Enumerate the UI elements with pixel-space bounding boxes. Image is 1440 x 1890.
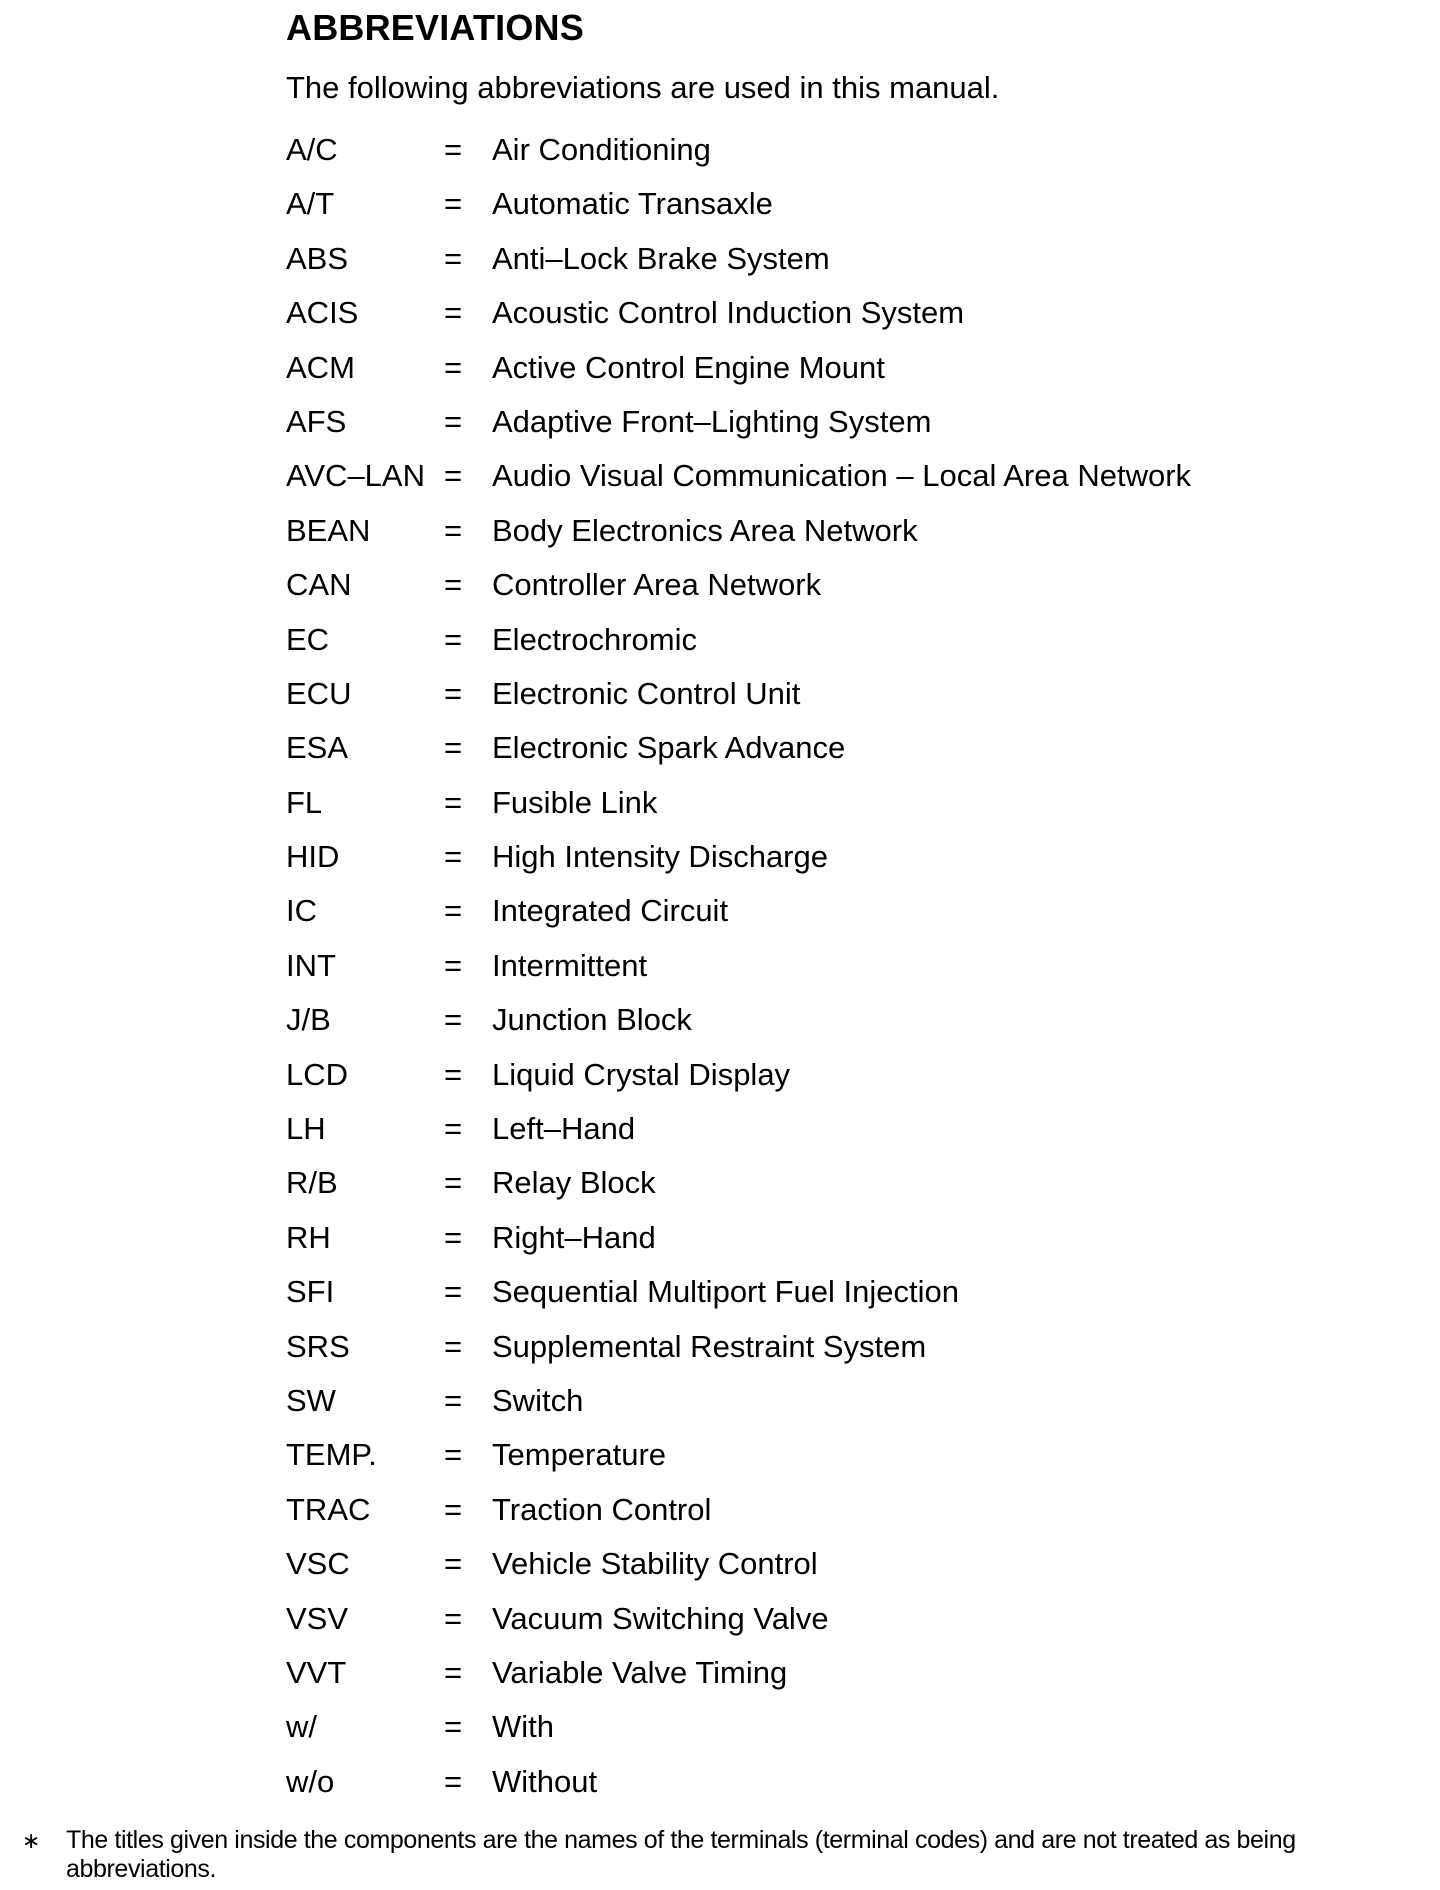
abbreviation-meaning: Sequential Multiport Fuel Injection — [492, 1274, 959, 1310]
abbreviation-meaning: Fusible Link — [492, 784, 658, 820]
equals-sign: = — [443, 1654, 463, 1690]
abbreviation-code: FL — [286, 784, 323, 820]
equals-sign: = — [443, 1056, 463, 1092]
abbreviation-meaning: Temperature — [492, 1437, 667, 1473]
abbreviation-code: A/C — [286, 132, 338, 167]
equals-sign: = — [443, 349, 463, 385]
abbreviation-meaning: Acoustic Control Induction System — [492, 295, 965, 331]
abbreviation-code: CAN — [286, 567, 352, 603]
abbreviation-code: LH — [286, 1111, 326, 1147]
asterisk-icon: ∗ — [22, 1828, 41, 1853]
abbreviation-code: AFS — [286, 403, 347, 439]
equals-sign: = — [443, 512, 463, 548]
abbreviation-code: INT — [286, 947, 336, 983]
abbreviation-meaning: Variable Valve Timing — [492, 1654, 788, 1690]
abbreviation-meaning: Without — [492, 1763, 598, 1799]
footnote-text: The titles given inside the components are the names of the terminals (terminal codes) and are not treated as being abbreviations. — [66, 1826, 1296, 1883]
abbreviation-meaning: Audio Visual Communication – Local Area Network — [492, 458, 1192, 494]
abbreviation-meaning: Automatic Transaxle — [492, 186, 773, 222]
abbreviation-meaning: Liquid Crystal Display — [492, 1056, 791, 1092]
abbreviation-code: R/B — [286, 1165, 338, 1201]
abbreviation-code: w/ — [286, 1709, 317, 1745]
equals-sign: = — [443, 784, 463, 820]
equals-sign: = — [443, 186, 463, 222]
abbreviation-meaning: Junction Block — [492, 1002, 692, 1038]
abbreviation-meaning: Vacuum Switching Valve — [492, 1600, 829, 1636]
equals-sign: = — [443, 1328, 463, 1364]
abbreviation-meaning: With — [492, 1709, 554, 1745]
abbreviation-code: VVT — [286, 1654, 347, 1690]
abbreviation-code: ECU — [286, 675, 352, 711]
abbreviation-meaning: Active Control Engine Mount — [492, 349, 885, 385]
abbreviation-meaning: Integrated Circuit — [492, 893, 729, 929]
abbreviation-code: A/T — [286, 186, 335, 222]
equals-sign: = — [443, 675, 463, 711]
abbreviation-code: ESA — [286, 730, 349, 766]
abbreviation-meaning: Right–Hand — [492, 1219, 656, 1255]
abbreviation-meaning: Electrochromic — [492, 621, 697, 657]
abbreviation-meaning: Electronic Spark Advance — [492, 730, 846, 766]
abbreviation-meaning: Supplemental Restraint System — [492, 1328, 927, 1364]
abbreviation-meaning: Adaptive Front–Lighting System — [492, 403, 932, 439]
abbreviation-code: TRAC — [286, 1491, 371, 1527]
equals-sign: = — [443, 947, 463, 983]
abbreviation-meaning: Traction Control — [492, 1491, 712, 1527]
abbreviation-meaning: Air Conditioning — [492, 132, 711, 167]
equals-sign: = — [443, 1219, 463, 1255]
equals-sign: = — [443, 1274, 463, 1310]
abbreviation-meaning: Left–Hand — [492, 1111, 636, 1147]
abbreviation-code: ACIS — [286, 295, 359, 331]
abbreviation-code: ACM — [286, 349, 355, 385]
equals-sign: = — [443, 1437, 463, 1473]
abbreviation-code: VSC — [286, 1546, 350, 1582]
abbreviation-meaning: Controller Area Network — [492, 567, 822, 603]
abbreviation-code: BEAN — [286, 512, 371, 548]
abbreviation-code: SRS — [286, 1328, 350, 1364]
equals-sign: = — [443, 1165, 463, 1201]
equals-sign: = — [443, 1002, 463, 1038]
abbreviation-meaning: Relay Block — [492, 1165, 656, 1201]
abbreviation-code: RH — [286, 1219, 331, 1255]
equals-sign: = — [443, 132, 463, 167]
page-title: ABBREVIATIONS — [286, 7, 584, 48]
equals-sign: = — [443, 1111, 463, 1147]
intro-text: The following abbreviations are used in this manual. — [286, 70, 1000, 105]
equals-sign: = — [443, 1546, 463, 1582]
abbreviation-code: SW — [286, 1382, 336, 1418]
equals-sign: = — [443, 1382, 463, 1418]
abbreviation-code: EC — [286, 621, 330, 657]
abbreviation-code: ABS — [286, 240, 349, 276]
abbreviation-meaning: Switch — [492, 1382, 584, 1418]
abbreviation-code: TEMP. — [286, 1437, 377, 1473]
abbreviation-meaning: Anti–Lock Brake System — [492, 240, 830, 276]
abbreviation-code: AVC–LAN — [286, 458, 425, 494]
abbreviation-code: w/o — [286, 1763, 335, 1799]
equals-sign: = — [443, 295, 463, 331]
abbreviation-meaning: Intermittent — [492, 947, 648, 983]
abbreviation-meaning: High Intensity Discharge — [492, 839, 828, 875]
abbreviation-code: LCD — [286, 1056, 349, 1092]
equals-sign: = — [443, 1709, 463, 1745]
abbreviation-code: HID — [286, 839, 340, 875]
abbreviation-code: VSV — [286, 1600, 349, 1636]
abbreviation-meaning: Body Electronics Area Network — [492, 512, 918, 548]
abbreviation-code: IC — [286, 893, 317, 929]
abbreviation-meaning: Vehicle Stability Control — [492, 1546, 818, 1582]
equals-sign: = — [443, 567, 463, 603]
equals-sign: = — [443, 1600, 463, 1636]
abbreviation-meaning: Electronic Control Unit — [492, 675, 801, 711]
equals-sign: = — [443, 1763, 463, 1799]
equals-sign: = — [443, 730, 463, 766]
equals-sign: = — [443, 839, 463, 875]
equals-sign: = — [443, 403, 463, 439]
equals-sign: = — [443, 621, 463, 657]
equals-sign: = — [443, 1491, 463, 1527]
equals-sign: = — [443, 458, 463, 494]
abbreviation-code: SFI — [286, 1274, 335, 1310]
equals-sign: = — [443, 893, 463, 929]
abbreviation-code: J/B — [286, 1002, 331, 1038]
equals-sign: = — [443, 240, 463, 276]
